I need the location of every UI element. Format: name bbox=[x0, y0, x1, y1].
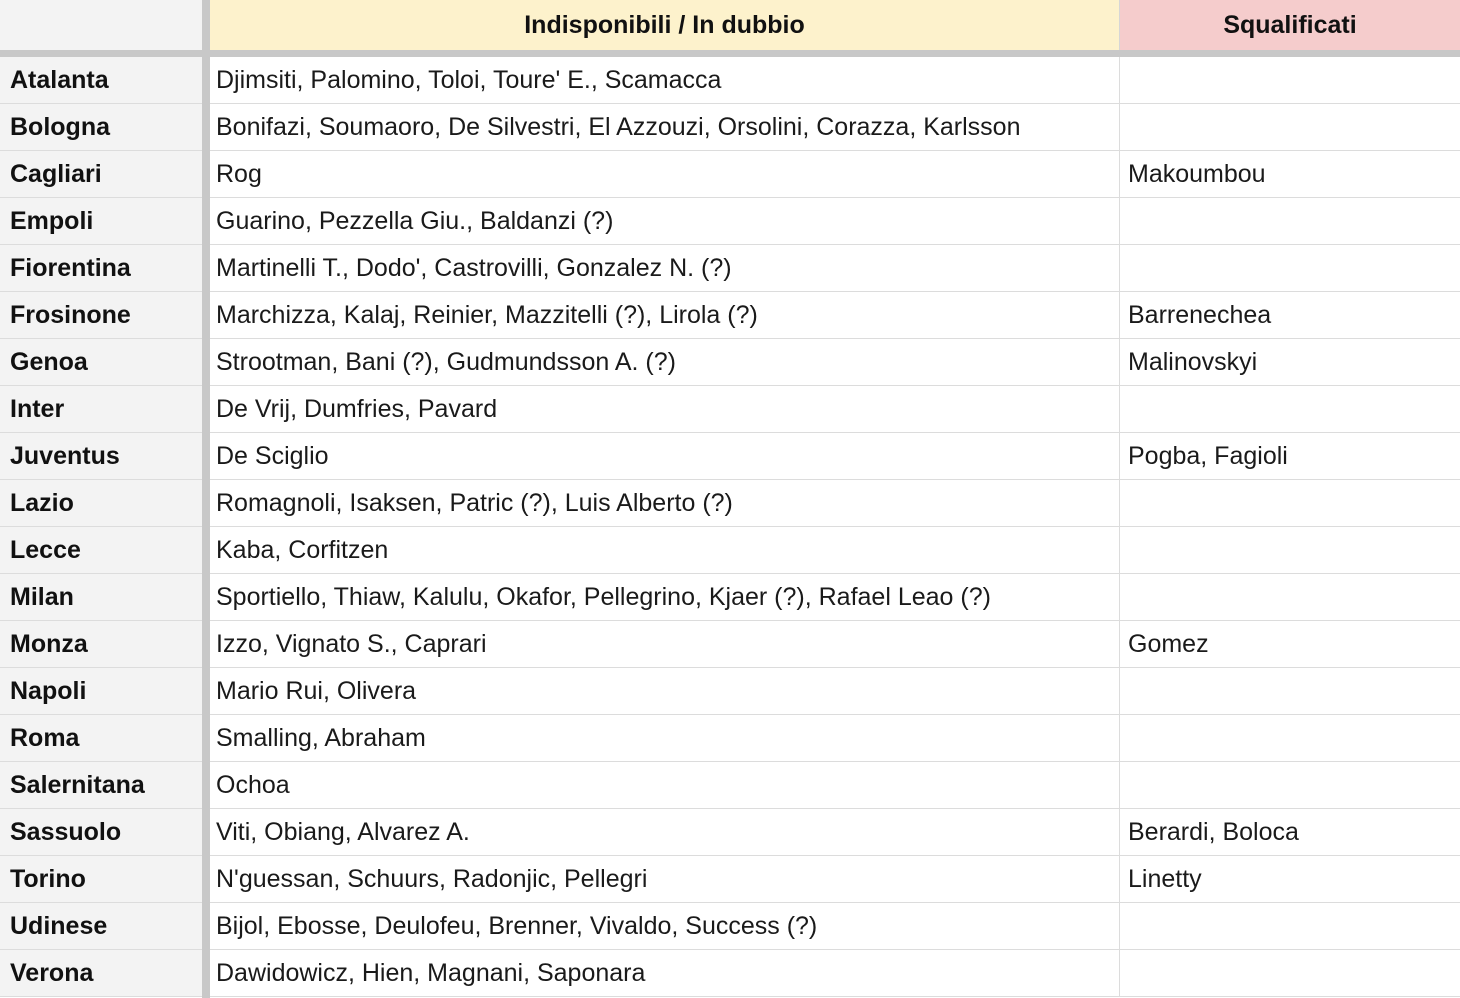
table-row bbox=[0, 292, 1460, 339]
unavailable-cell[interactable]: De Vrij, Dumfries, Pavard bbox=[210, 386, 1120, 432]
suspended-cell[interactable]: Barrenechea bbox=[1128, 300, 1272, 329]
header-suspended[interactable]: Squalificati bbox=[1120, 0, 1460, 50]
unavailable-cell[interactable]: Bonifazi, Soumaoro, De Silvestri, El Azzouzi, Orsolini, Corazza, Karlsson bbox=[210, 104, 1120, 150]
table-row bbox=[0, 762, 1460, 809]
suspended-cell[interactable]: Makoumbou bbox=[1128, 159, 1266, 188]
team-cell[interactable]: Frosinone bbox=[0, 292, 202, 338]
table-row bbox=[0, 386, 1460, 433]
unavailable-cell[interactable]: N'guessan, Schuurs, Radonjic, Pellegri bbox=[210, 856, 1120, 902]
table-row bbox=[0, 809, 1460, 856]
suspended-cell[interactable] bbox=[1120, 57, 1460, 103]
team-cell[interactable]: Torino bbox=[0, 856, 202, 902]
unavailable-cell[interactable]: Rog bbox=[210, 151, 1120, 197]
table-row bbox=[0, 574, 1460, 621]
unavailable-cell[interactable]: Viti, Obiang, Alvarez A. bbox=[210, 809, 1120, 855]
table-row bbox=[0, 480, 1460, 527]
unavailable-cell[interactable]: Bijol, Ebosse, Deulofeu, Brenner, Vivaldo, Success (?) bbox=[210, 903, 1120, 949]
unavailable-cell[interactable]: Strootman, Bani (?), Gudmundsson A. (?) bbox=[210, 339, 1120, 385]
table-row bbox=[0, 856, 1460, 903]
team-cell[interactable]: Fiorentina bbox=[0, 245, 202, 291]
unavailable-cell[interactable]: Smalling, Abraham bbox=[210, 715, 1120, 761]
freeze-divider-vertical[interactable] bbox=[202, 0, 210, 998]
suspended-cell[interactable]: Berardi, Boloca bbox=[1128, 817, 1299, 846]
suspended-cell[interactable] bbox=[1120, 245, 1460, 291]
suspended-cell[interactable]: Linetty bbox=[1128, 864, 1202, 893]
suspended-cell[interactable] bbox=[1120, 104, 1460, 150]
team-cell[interactable]: Genoa bbox=[0, 339, 202, 385]
team-cell[interactable]: Roma bbox=[0, 715, 202, 761]
header-unavailable[interactable]: Indisponibili / In dubbio bbox=[210, 0, 1120, 50]
table-row bbox=[0, 433, 1460, 480]
table-row bbox=[0, 950, 1460, 997]
suspended-cell[interactable] bbox=[1120, 950, 1460, 996]
suspended-cell[interactable] bbox=[1120, 762, 1460, 808]
table-row bbox=[0, 151, 1460, 198]
unavailable-cell[interactable]: Ochoa bbox=[210, 762, 1120, 808]
table-row bbox=[0, 339, 1460, 386]
table-row bbox=[0, 621, 1460, 668]
team-cell[interactable]: Juventus bbox=[0, 433, 202, 479]
suspended-cell[interactable] bbox=[1120, 903, 1460, 949]
suspended-cell[interactable]: Gomez bbox=[1128, 629, 1209, 658]
team-cell[interactable]: Bologna bbox=[0, 104, 202, 150]
team-cell[interactable]: Sassuolo bbox=[0, 809, 202, 855]
team-cell[interactable]: Inter bbox=[0, 386, 202, 432]
table-row bbox=[0, 57, 1460, 104]
unavailable-cell[interactable]: Sportiello, Thiaw, Kalulu, Okafor, Pellegrino, Kjaer (?), Rafael Leao (?) bbox=[210, 574, 1120, 620]
table-row bbox=[0, 903, 1460, 950]
table-row bbox=[0, 198, 1460, 245]
header-row bbox=[0, 0, 1460, 50]
unavailable-cell[interactable]: Dawidowicz, Hien, Magnani, Saponara bbox=[210, 950, 1120, 996]
suspended-cell[interactable] bbox=[1120, 574, 1460, 620]
table-row bbox=[0, 715, 1460, 762]
unavailable-cell[interactable]: Mario Rui, Olivera bbox=[210, 668, 1120, 714]
suspended-cell[interactable]: Malinovskyi bbox=[1128, 347, 1258, 376]
unavailable-cell[interactable]: Marchizza, Kalaj, Reinier, Mazzitelli (?), Lirola (?) bbox=[210, 292, 1120, 338]
team-cell[interactable]: Salernitana bbox=[0, 762, 202, 808]
team-cell[interactable]: Atalanta bbox=[0, 57, 202, 103]
unavailable-cell[interactable]: Martinelli T., Dodo', Castrovilli, Gonzalez N. (?) bbox=[210, 245, 1120, 291]
suspended-cell[interactable] bbox=[1120, 386, 1460, 432]
unavailable-cell[interactable]: Djimsiti, Palomino, Toloi, Toure' E., Scamacca bbox=[210, 57, 1120, 103]
unavailable-cell[interactable]: Romagnoli, Isaksen, Patric (?), Luis Alberto (?) bbox=[210, 480, 1120, 526]
suspended-cell[interactable]: Pogba, Fagioli bbox=[1128, 441, 1288, 470]
unavailable-cell[interactable]: Kaba, Corfitzen bbox=[210, 527, 1120, 573]
suspended-cell[interactable] bbox=[1120, 715, 1460, 761]
team-cell[interactable]: Lecce bbox=[0, 527, 202, 573]
team-cell[interactable]: Cagliari bbox=[0, 151, 202, 197]
table-row bbox=[0, 104, 1460, 151]
freeze-divider-horizontal[interactable] bbox=[0, 50, 1460, 57]
suspended-cell[interactable] bbox=[1120, 198, 1460, 244]
team-cell[interactable]: Monza bbox=[0, 621, 202, 667]
team-cell[interactable]: Milan bbox=[0, 574, 202, 620]
team-cell[interactable]: Lazio bbox=[0, 480, 202, 526]
table-body bbox=[0, 57, 1460, 997]
team-cell[interactable]: Empoli bbox=[0, 198, 202, 244]
team-cell[interactable]: Udinese bbox=[0, 903, 202, 949]
team-cell[interactable]: Napoli bbox=[0, 668, 202, 714]
team-cell[interactable]: Verona bbox=[0, 950, 202, 996]
unavailable-cell[interactable]: Izzo, Vignato S., Caprari bbox=[210, 621, 1120, 667]
table-row bbox=[0, 527, 1460, 574]
suspended-cell[interactable] bbox=[1120, 527, 1460, 573]
table-row bbox=[0, 245, 1460, 292]
corner-cell[interactable] bbox=[0, 0, 202, 50]
unavailable-cell[interactable]: De Sciglio bbox=[210, 433, 1120, 479]
unavailable-cell[interactable]: Guarino, Pezzella Giu., Baldanzi (?) bbox=[210, 198, 1120, 244]
suspended-cell[interactable] bbox=[1120, 668, 1460, 714]
suspended-cell[interactable] bbox=[1120, 480, 1460, 526]
table-row bbox=[0, 668, 1460, 715]
